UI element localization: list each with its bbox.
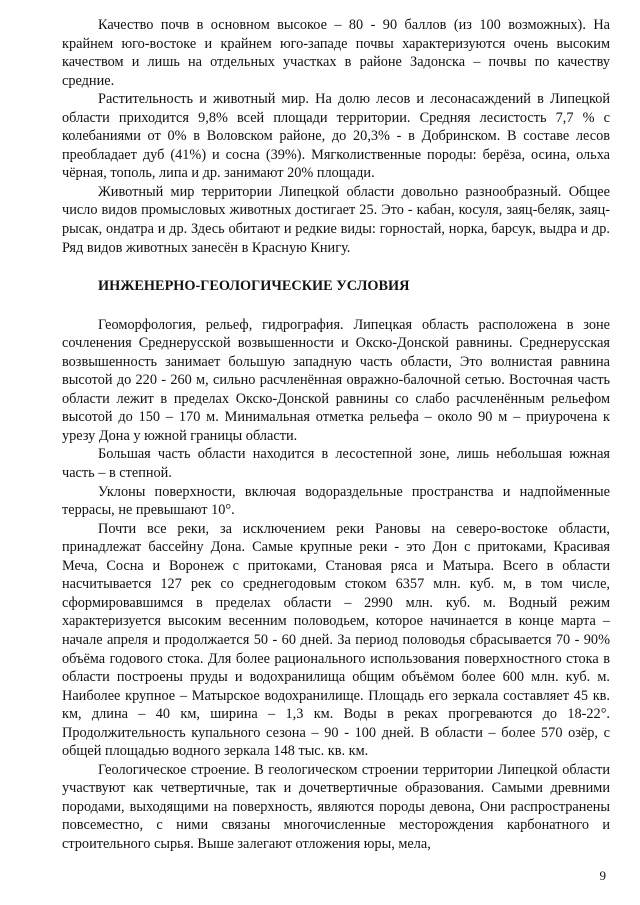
paragraph-soil-quality: Качество почв в основном высокое – 80 - 90 баллов (из 100 возможных). На крайнем юго-востоке и крайнем юго-западе почвы характеризуются очень высоким качеством и лишь на отдельных участках в районе Задонска – почвы по качеству средние. — [62, 17, 610, 89]
paragraph-fauna: Животный мир территории Липецкой области довольно разнообразный. Общее число видов промысловых животных достигает 25. Это - кабан, косуля, заяц-беляк, заяц-рысак, ондатра и др. Здесь обитают и редкие виды: горностай, норка, барсук, выдра и др. Ряд видов животных занесён в Красную Книгу. — [62, 183, 610, 256]
section-heading: ИНЖЕНЕРНО-ГЕОЛОГИЧЕСКИЕ УСЛОВИЯ — [98, 278, 410, 295]
paragraph-forest-steppe: Большая часть области находится в лесостепной зоне, лишь небольшая южная часть – в степной. — [62, 446, 610, 482]
page-number: 9 — [599, 868, 606, 883]
paragraph-rivers: Почти все реки, за исключением реки Рановы на северо-востоке области, принадлежат бассейну Дона. Самые крупные реки - это Дон с притоками, Красивая Меча, Сосна и Воронеж с притоками, Становая ряса и Матыра. Всего в области насчитывается 127 рек со среднегодовым стоком 6357 млн. куб. м, в том числе, сформировавшимся в пределах области – 2990 млн. куб. м. Водный режим характеризуется высоким весенним половодьем, которое начинается в конце марта – начале апреля и продолжается 50 - 60 дней. За период половодья сбрасывается 70 - 90% объёма годового стока. Для более рационального использования поверхностного стока в области построены пруды и водохранилища общим объёмом более 600 млн. куб. м. Наиболее крупное – Матырское водохранилище. Площадь его зеркала составляет 45 кв. км, длина – 40 км, ширина – 1,3 км. Воды в реках прогреваются до 18-22°. Продолжительность купального сезона – 90 - 100 дней. В области – более 570 озёр, с общей площадью водного зеркала 148 тыс. кв. км. — [62, 520, 610, 760]
paragraph-vegetation: Растительность и животный мир. На долю лесов и лесонасаждений в Липецкой области приходится 9,8% всей площади территории. Средняя лесистость 7,7 % с колебаниями от 0% в Воловском районе, до 20,3% - в Добринском. В составе лесов преобладает дуб (41%) и сосна (39%). Мягколиственные породы: берёза, осина, ольха чёрная, тополь, липа и др. занимают 20% площади. — [62, 91, 610, 182]
document-page — [62, 16, 610, 854]
paragraph-slopes: Уклоны поверхности, включая водораздельные пространства и надпойменные террасы, не превышают 10°. — [62, 483, 610, 519]
paragraph-geology: Геологическое строение. В геологическом строении территории Липецкой области участвуют как четвертичные, так и дочетвертичные образования. Самыми древними породами, выходящими на поверхность, являются породы девона, Они распространены повсеместно, с ними связаны многочисленные месторождения карбонатного и строительного сырья. Выше залегают отложения юры, мела, — [62, 761, 610, 852]
paragraph-geomorphology: Геоморфология, рельеф, гидрография. Липецкая область расположена в зоне сочленения Среднерусской возвышенности и Окско-Донской равнины. Среднерусская возвышенность занимает большую западную часть области, Это волнистая равнина высотой до 220 - 260 м, сильно расчленённая овражно-балочной сетью. Восточная часть области лежит в пределах Окско-Донской равнины со слабо расчленённым рельефом высотой до 150 – 170 м. Минимальная отметка рельефа – около 90 м – приурочена к урезу Дона у южной границы области. — [62, 316, 610, 444]
